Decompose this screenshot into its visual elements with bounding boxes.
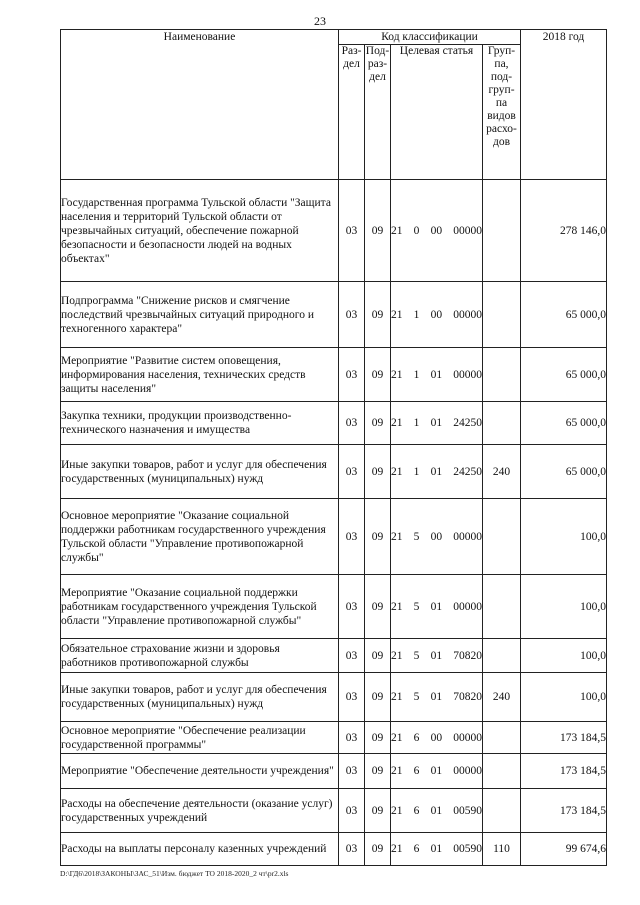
row-name: Расходы на обеспечение деятельности (оказание услуг) государственных учреждений xyxy=(61,789,339,833)
table-row xyxy=(61,499,607,575)
target-program: 21 xyxy=(391,843,403,855)
row-target xyxy=(391,282,483,348)
header-code: Код классификации xyxy=(339,30,521,45)
target-event: 00 xyxy=(430,530,443,543)
row-name: Закупка техники, продукции производственно-технического назначения и имущества xyxy=(61,402,339,445)
target-program: 21 xyxy=(391,691,403,703)
row-subsection: 09 xyxy=(365,575,391,639)
row-subsection: 09 xyxy=(365,402,391,445)
table-row xyxy=(61,639,607,673)
row-name: Подпрограмма "Снижение рисков и смягчение последствий чрезвычайных ситуаций природного и техногенного характера" xyxy=(61,282,339,348)
row-section: 03 xyxy=(339,575,365,639)
row-group xyxy=(483,348,521,402)
row-subsection: 09 xyxy=(365,499,391,575)
target-direction: 00000 xyxy=(453,731,482,744)
row-target xyxy=(391,348,483,402)
row-subsection: 09 xyxy=(365,282,391,348)
target-subprogram: 0 xyxy=(413,224,420,237)
table-row xyxy=(61,575,607,639)
row-amount: 173 184,5 xyxy=(521,722,607,754)
row-group: 240 xyxy=(483,445,521,499)
target-program: 21 xyxy=(391,649,403,662)
target-program: 21 xyxy=(391,765,403,777)
row-section: 03 xyxy=(339,282,365,348)
row-section: 03 xyxy=(339,348,365,402)
row-group: 110 xyxy=(483,833,521,866)
row-group xyxy=(483,180,521,282)
table-row xyxy=(61,348,607,402)
target-event: 00 xyxy=(430,224,443,237)
header-year: 2018 год xyxy=(521,30,607,180)
footer-file-path: D:\ГД6\2018\ЗАКОНЫ\ЗАС_51\Изм. бюджет ТО 2018-2020_2 чт\pr2.xls xyxy=(60,869,289,878)
row-group xyxy=(483,499,521,575)
row-section: 03 xyxy=(339,789,365,833)
table-row xyxy=(61,180,607,282)
target-direction: 00590 xyxy=(453,843,482,855)
table-row xyxy=(61,673,607,722)
target-subprogram: 5 xyxy=(413,691,420,703)
row-amount: 173 184,5 xyxy=(521,754,607,789)
target-program: 21 xyxy=(391,308,403,321)
page-number: 23 xyxy=(314,14,326,28)
row-subsection: 09 xyxy=(365,445,391,499)
row-group xyxy=(483,575,521,639)
target-program: 21 xyxy=(391,804,403,817)
target-event: 01 xyxy=(430,600,443,613)
row-amount: 65 000,0 xyxy=(521,445,607,499)
target-direction: 00590 xyxy=(453,804,482,817)
row-target xyxy=(391,789,483,833)
row-target xyxy=(391,402,483,445)
row-name: Расходы на выплаты персоналу казенных учреждений xyxy=(61,833,339,866)
target-program: 21 xyxy=(391,731,403,744)
row-subsection: 09 xyxy=(365,673,391,722)
target-subprogram: 5 xyxy=(413,600,420,613)
target-program: 21 xyxy=(391,530,403,543)
header-subsection: Под-раз-дел xyxy=(365,45,391,180)
target-event: 01 xyxy=(430,649,443,662)
target-program: 21 xyxy=(391,224,403,237)
row-section: 03 xyxy=(339,639,365,673)
row-subsection: 09 xyxy=(365,754,391,789)
target-direction: 00000 xyxy=(453,368,482,381)
target-direction: 00000 xyxy=(453,765,482,777)
target-subprogram: 5 xyxy=(413,649,420,662)
row-group: 240 xyxy=(483,673,521,722)
row-amount: 65 000,0 xyxy=(521,348,607,402)
row-name: Основное мероприятие "Оказание социальной поддержки работникам государственного учреждения Тульской области "Управление противопожарной службы" xyxy=(61,499,339,575)
target-subprogram: 1 xyxy=(413,308,420,321)
row-target xyxy=(391,673,483,722)
table-row xyxy=(61,754,607,789)
row-subsection: 09 xyxy=(365,180,391,282)
row-target xyxy=(391,180,483,282)
row-subsection: 09 xyxy=(365,348,391,402)
target-direction: 24250 xyxy=(453,465,482,478)
target-subprogram: 6 xyxy=(413,843,420,855)
row-amount: 99 674,6 xyxy=(521,833,607,866)
row-target xyxy=(391,722,483,754)
row-name: Основное мероприятие "Обеспечение реализации государственной программы" xyxy=(61,722,339,754)
target-program: 21 xyxy=(391,465,403,478)
table-row xyxy=(61,833,607,866)
target-event: 01 xyxy=(430,691,443,703)
row-name: Иные закупки товаров, работ и услуг для обеспечения государственных (муниципальных) нужд xyxy=(61,673,339,722)
row-name: Иные закупки товаров, работ и услуг для обеспечения государственных (муниципальных) нужд xyxy=(61,445,339,499)
row-group xyxy=(483,722,521,754)
header-group: Груп-па, под-груп-па видов расхо-дов xyxy=(483,45,521,180)
target-subprogram: 6 xyxy=(413,731,420,744)
row-group xyxy=(483,402,521,445)
row-amount: 100,0 xyxy=(521,639,607,673)
target-event: 01 xyxy=(430,417,443,429)
header-name: Наименование xyxy=(61,30,339,180)
target-subprogram: 1 xyxy=(413,465,420,478)
header-row-1 xyxy=(61,30,607,45)
row-section: 03 xyxy=(339,402,365,445)
target-event: 00 xyxy=(430,731,443,744)
row-amount: 100,0 xyxy=(521,499,607,575)
table-row xyxy=(61,722,607,754)
target-event: 01 xyxy=(430,465,443,478)
row-section: 03 xyxy=(339,445,365,499)
target-subprogram: 1 xyxy=(413,368,420,381)
row-amount: 173 184,5 xyxy=(521,789,607,833)
row-name: Мероприятие "Оказание социальной поддержки работникам государственного учреждения Тульской области "Управление противопожарной службы" xyxy=(61,575,339,639)
row-group xyxy=(483,282,521,348)
target-event: 01 xyxy=(430,804,443,817)
table-row xyxy=(61,402,607,445)
target-event: 01 xyxy=(430,843,443,855)
target-event: 01 xyxy=(430,368,443,381)
target-event: 00 xyxy=(430,308,443,321)
target-subprogram: 1 xyxy=(413,417,420,429)
row-section: 03 xyxy=(339,722,365,754)
row-group xyxy=(483,754,521,789)
target-program: 21 xyxy=(391,600,403,613)
row-target xyxy=(391,833,483,866)
row-group xyxy=(483,639,521,673)
target-program: 21 xyxy=(391,417,403,429)
row-target xyxy=(391,754,483,789)
row-amount: 65 000,0 xyxy=(521,402,607,445)
table-row xyxy=(61,445,607,499)
budget-table xyxy=(60,29,607,866)
row-group xyxy=(483,789,521,833)
target-subprogram: 6 xyxy=(413,804,420,817)
row-target xyxy=(391,499,483,575)
row-target xyxy=(391,575,483,639)
row-amount: 100,0 xyxy=(521,575,607,639)
row-section: 03 xyxy=(339,180,365,282)
target-event: 01 xyxy=(430,765,443,777)
target-program: 21 xyxy=(391,368,403,381)
row-subsection: 09 xyxy=(365,639,391,673)
row-name: Мероприятие "Обеспечение деятельности учреждения" xyxy=(61,754,339,789)
target-direction: 70820 xyxy=(453,691,482,703)
row-target xyxy=(391,639,483,673)
target-direction: 00000 xyxy=(453,224,482,237)
table-body xyxy=(61,180,607,866)
row-section: 03 xyxy=(339,673,365,722)
row-subsection: 09 xyxy=(365,722,391,754)
row-section: 03 xyxy=(339,833,365,866)
target-direction: 00000 xyxy=(453,308,482,321)
row-name: Обязательное страхование жизни и здоровья работников противопожарной службы xyxy=(61,639,339,673)
target-direction: 00000 xyxy=(453,600,482,613)
row-target xyxy=(391,445,483,499)
table-row xyxy=(61,789,607,833)
table-row xyxy=(61,282,607,348)
row-amount: 278 146,0 xyxy=(521,180,607,282)
row-subsection: 09 xyxy=(365,789,391,833)
row-subsection: 09 xyxy=(365,833,391,866)
header-target: Целевая статья xyxy=(391,45,483,180)
target-direction: 00000 xyxy=(453,530,482,543)
row-amount: 65 000,0 xyxy=(521,282,607,348)
header-section: Раз-дел xyxy=(339,45,365,180)
row-name: Мероприятие "Развитие систем оповещения, информирования населения, технических средств защиты населения" xyxy=(61,348,339,402)
row-amount: 100,0 xyxy=(521,673,607,722)
target-subprogram: 5 xyxy=(413,530,420,543)
row-name: Государственная программа Тульской области "Защита населения и территорий Тульской области от чрезвычайных ситуаций, обеспечение пожарной безопасности и безопасности людей на водных объектах" xyxy=(61,180,339,282)
target-subprogram: 6 xyxy=(413,765,420,777)
target-direction: 70820 xyxy=(453,649,482,662)
target-direction: 24250 xyxy=(453,417,482,429)
row-section: 03 xyxy=(339,754,365,789)
row-section: 03 xyxy=(339,499,365,575)
